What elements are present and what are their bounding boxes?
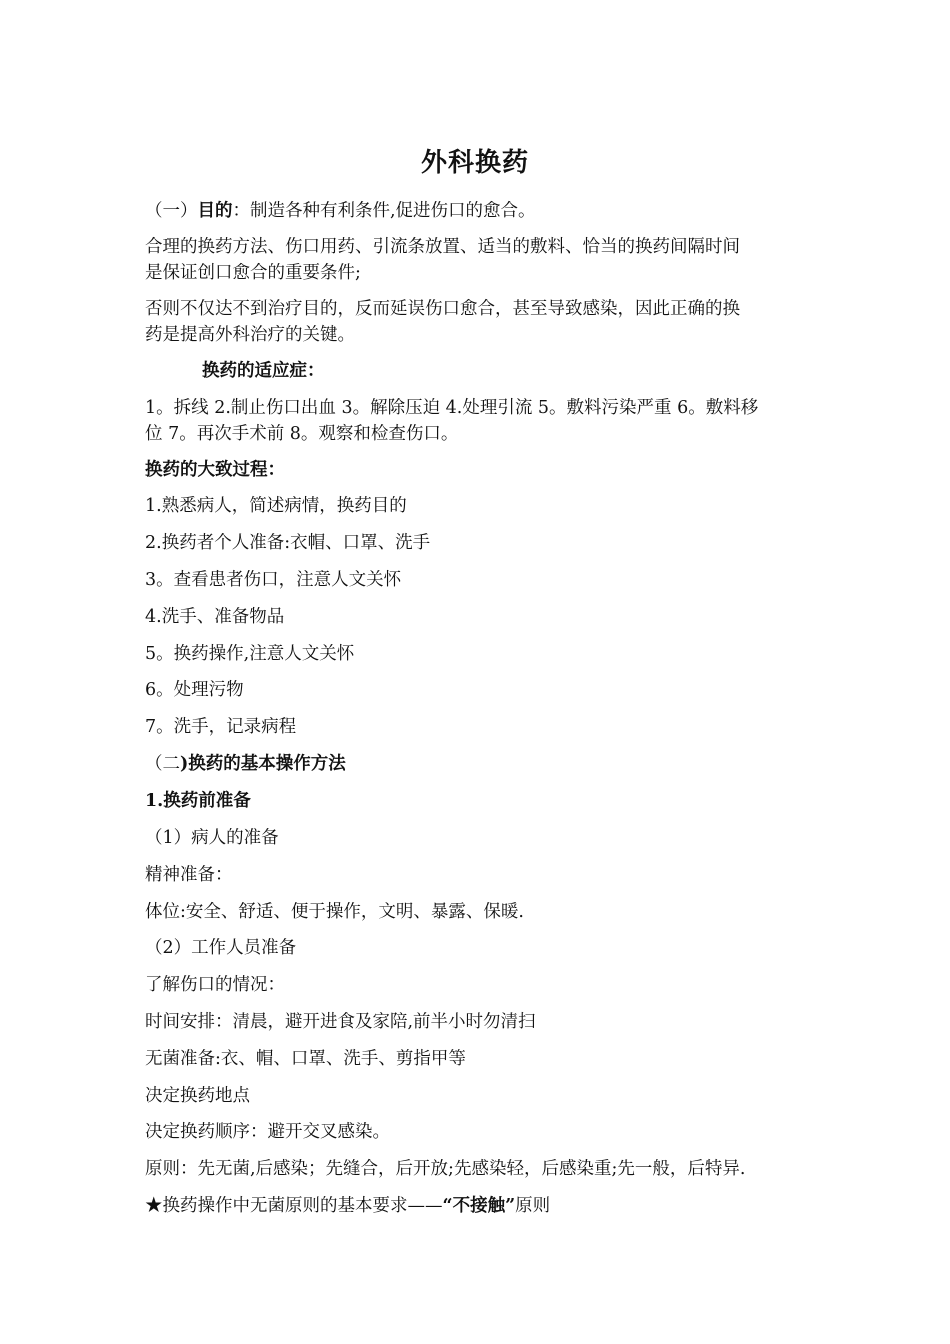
process-step: 3。查看患者伤口，注意人文关怀 [145, 570, 402, 590]
understand-line: 了解伤口的情况： [145, 975, 285, 995]
process-step: 5。换药操作,注意人文关怀 [145, 644, 355, 664]
position-line: 体位:安全、舒适、便于操作，文明、暴露、保暖. [145, 902, 524, 922]
principle-line: 原则：先无菌,后感染；先缝合，后开放;先感染轻，后感染重;先一般，后特异. [145, 1159, 746, 1179]
star-bold: “不接触” [442, 1196, 516, 1216]
place-line: 决定换药地点 [145, 1086, 250, 1106]
indications-line-1: 1。拆线 2.制止伤口出血 3。解除压迫 4.处理引流 5。敷料污染严重 6。敷料移 [145, 398, 759, 418]
purpose-text: ：制造各种有利条件,促进伤口的愈合。 [232, 201, 536, 221]
star-prefix: ★换药操作中无菌原则的基本要求—— [145, 1196, 443, 1216]
process-step: 7。洗手，记录病程 [145, 717, 297, 737]
purpose-prefix: （一） [145, 201, 198, 221]
paragraph-2-line-1: 否则不仅达不到治疗目的，反而延误伤口愈合，甚至导致感染，因此正确的换 [145, 299, 740, 319]
staff-prep: （2）工作人员准备 [145, 938, 297, 958]
patient-prep: （1）病人的准备 [145, 828, 279, 848]
section-2-prefix: （二 [145, 754, 180, 774]
subsection-1-heading: 1.换药前准备 [145, 791, 251, 811]
sterile-line: 无菌准备:衣、帽、口罩、洗手、剪指甲等 [145, 1049, 466, 1069]
process-step: 4.洗手、准备物品 [145, 607, 285, 627]
process-step: 2.换药者个人准备:衣帽、口罩、洗手 [145, 533, 431, 553]
process-heading: 换药的大致过程： [145, 460, 285, 480]
paragraph-1-line-2: 是保证创口愈合的重要条件; [145, 263, 361, 283]
purpose-line [145, 198, 815, 224]
section-2-title: )换药的基本操作方法 [180, 754, 346, 774]
paragraph-2-line-2: 药是提高外科治疗的关键。 [145, 325, 355, 345]
mental-prep: 精神准备： [145, 865, 233, 885]
star-line [145, 1193, 815, 1219]
order-line: 决定换药顺序：避开交叉感染。 [145, 1122, 390, 1142]
indications-line-2: 位 7。再次手术前 8。观察和检查伤口。 [145, 424, 459, 444]
star-suffix: 原则 [515, 1196, 551, 1216]
paragraph-1-line-1: 合理的换药方法、伤口用药、引流条放置、适当的敷料、恰当的换药间隔时间 [145, 237, 740, 257]
time-line: 时间安排：清晨，避开进食及家陪,前半小时勿清扫 [145, 1012, 536, 1032]
purpose-label: 目的 [197, 201, 233, 221]
document-title: 外科换药 [420, 148, 529, 178]
indications-heading: 换药的适应症： [202, 361, 325, 381]
process-step: 1.熟悉病人，简述病情，换药目的 [145, 496, 407, 516]
process-step: 6。处理污物 [145, 680, 244, 700]
section-2-heading [145, 751, 815, 777]
